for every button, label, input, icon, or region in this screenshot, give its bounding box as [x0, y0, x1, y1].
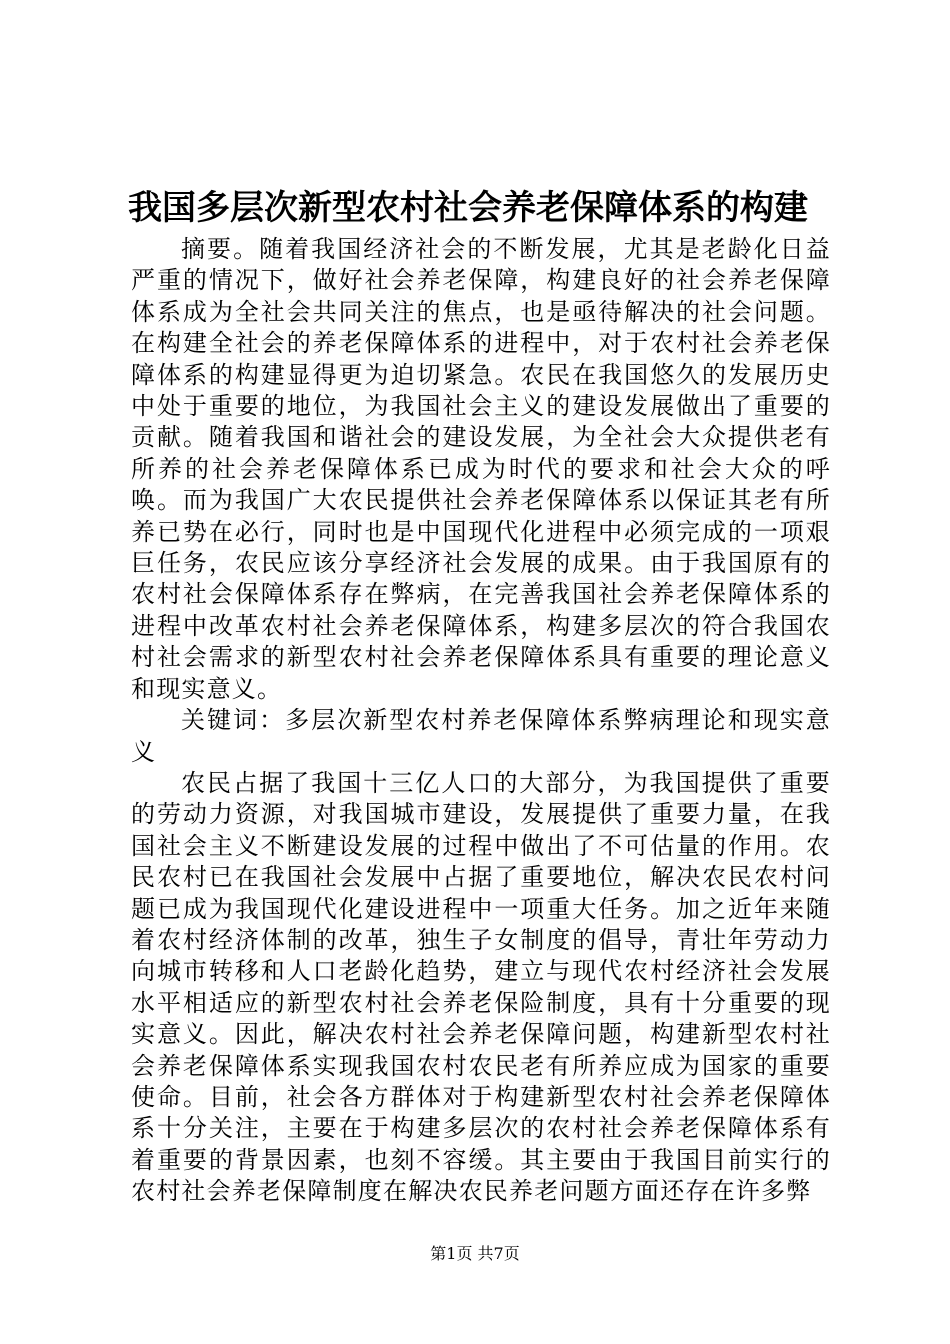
keywords-paragraph: 关键词：多层次新型农村养老保障体系弊病理论和现实意义: [131, 706, 831, 766]
body-paragraph: 农民占据了我国十三亿人口的大部分，为我国提供了重要的劳动力资源，对我国城市建设，发展提供了重要力量，在我国社会主义不断建设发展的过程中做出了不可估量的作用。农民农村已在我国社会发展中占据了重要地位，解决农民农村问题已成为我国现代化建设进程中一项重大任务。加之近年来随着农村经济体制的改革，独生子女制度的倡导，青壮年劳动力向城市转移和人口老龄化趋势，建立与现代农村经济社会发展水平相适应的新型农村社会养老保险制度，具有十分重要的现实意义。因此，解决农村社会养老保障问题，构建新型农村社会养老保障体系实现我国农村农民老有所养应成为国家的重要使命。目前，社会各方群体对于构建新型农村社会养老保障体系十分关注，主要在于构建多层次的农村社会养老保障体系有着重要的背景因素，也刻不容缓。其主要由于我国目前实行的农村社会养老保障制度在解决农民养老问题方面还存在许多弊: [131, 768, 831, 1206]
page-number-footer: 第1页 共7页: [430, 1244, 520, 1263]
document-title: 我国多层次新型农村社会养老保障体系的构建: [128, 188, 808, 228]
document-body: [131, 234, 831, 1208]
abstract-paragraph: 摘要。随着我国经济社会的不断发展，尤其是老龄化日益严重的情况下，做好社会养老保障，构建良好的社会养老保障体系成为全社会共同关注的焦点，也是亟待解决的社会问题。在构建全社会的养老保障体系的进程中，对于农村社会养老保障体系的构建显得更为迫切紧急。农民在我国悠久的发展历史中处于重要的地位，为我国社会主义的建设发展做出了重要的贡献。随着我国和谐社会的建设发展，为全社会大众提供老有所养的社会养老保障体系已成为时代的要求和社会大众的呼唤。而为我国广大农民提供社会养老保障体系以保证其老有所养已势在必行，同时也是中国现代化进程中必须完成的一项艰巨任务，农民应该分享经济社会发展的成果。由于我国原有的农村社会保障体系存在弊病，在完善我国社会养老保障体系的进程中改革农村社会养老保障体系，构建多层次的符合我国农村社会需求的新型农村社会养老保障体系具有重要的理论意义和现实意义。: [131, 235, 831, 703]
